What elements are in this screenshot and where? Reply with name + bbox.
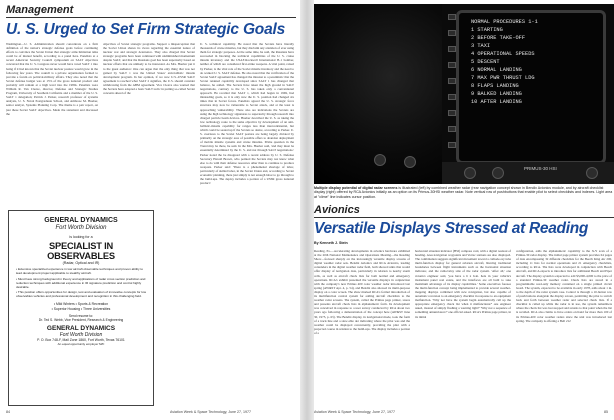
- ad-subtitle: (Radar, Optical and IR): [62, 260, 100, 265]
- pushbutton: [448, 110, 456, 116]
- pushbutton: [448, 30, 456, 36]
- page-gutter: [300, 0, 314, 420]
- pushbutton: [448, 94, 456, 100]
- checklist-line: NORMAL PROCEDURES 1-1: [471, 19, 538, 25]
- article-column-3: U. S. technical capability. He noted that the Soviets have literally thousands of cruise missiles, but they disclaim any attention of ever using them for strategic purposes. At the same time, he said, the Russians have succeeded in blocking the technical capabilities of the U. S. cruise missile inventory and the USAF-Rockwell International B-1 bomber, neither of which are considered first-strike weapons. A vital point, raised by Parker, is the vital role of the Soviet missile inventory and the need to do wanted U. S. SALT defense. He also noted that the verification of the Soviet SALT agreement has changed the mission to a pessimistic that the Soviet retained capability developed since SALT 1 has changed that balance, he added. The Soviets have taken the high ground in SALT negotiations, contrary to the U. S. has taken only a conventional approach. He recalled that SALT 1, which had begun in 1969, had misleading goals, so it is only now the U. S. position had changed six times that in Soviet forces. Panelists agreed the U. S. strategic force structure may now be vulnerable to Soviet attack, and at the least is approaching vulnerability. There also are indications the Soviets are using the high technology signatures to superiority through research into charged particle beam devices. Hueber described the U. S. as taking the low technology route to the same objective by development of an anti-ballistic-missile capability for ranges less than intercontinental, but which could be sealed up if the Soviets so desire, according to Parker. U. S. overtures to the Soviet SALT posture are being largely dictated by primarily on the strategic area of possible offers to abandon deployment of mobile missile systems and cruise missiles. Prime question in the Trend may be there, he said. In the Mrs. Hueber said, 'and they must be essentially determined by the U. S. and not through SALT negotiations.' Parker noted the be disagreed with a recent address by U. S. Defense Secretary Harold Brown, who pointed the Soviets may not know what else to do with their defense resources other than to continue to produce weapons. Parker said: 'There is a phenomenal shortage of labor, particularly of skilled labor, in the Soviet Union and, according to Soviet economic planning, there just simply is not enough labor to go through to the build-ups. The deploy includes a portion of a USSR gross national product.': [200, 42, 294, 186]
- ad-bullet: • This position offers opportunities for design, test and evaluation of innovative concepts for low observables vehicles and professional development and recognition in this challenging field.: [16, 290, 146, 299]
- ad-benefits: [14, 302, 148, 311]
- ad-contact: Dr. Ted S. Webb, Vice President, Research & Engineering: [38, 318, 124, 323]
- article-column-1: Reading, Pa.—Accelerating developments in avionics hardware exhibited at the 20th National Maintenance and Operations Meeting—the Reading Show—focused sharply on the increasingly versatile display screens of digital weather radar sets. Bendix Avionics and RCA Avionics, leading contenders in the digital weather radar field, both showed units that would offer display of navigation data, particularly in relation to nearby storm cells, as well as aircraft check lists for both normal and emergency operations. RCA's exhibit presented the versatile displays in conjunction with the company's new Primus 400 color weather radar introduced last spring (AW&ST Apr. 4, p. 54), and Bendix also showed its multi-purpose display on a color screen. The show marked RCA's formal introduction of its multifunction control system for adding aircraft checklists to the weather radar screens. The system, called the Primus page printer, stores and presents aircraft check lists in alphanumeric form. Its development was conceived in response to a user survey conducted by RCA about two years ago following a demonstration of the concept here (AW&ST June 30, 1975, p. 63). The Bendix display, in navigational mode, took the form of a track line and a slew-able dot indicating where the pilot was and the weather could be displayed concurrently, providing the pilot with a projected course in relation to the build-ups. The display includes a portion of a: [314, 249, 410, 335]
- section-rule: [314, 217, 614, 218]
- checklist-line: 1 STARTING: [471, 27, 503, 33]
- headline: Versatile Displays Stressed at Reading: [314, 220, 589, 237]
- section-label: Management: [6, 4, 74, 16]
- pushbutton: [448, 142, 456, 148]
- ad-division: Fort Worth Division: [55, 225, 107, 231]
- checklist-line: 5 DESCENT: [471, 59, 500, 65]
- headline: U. S. Urged to Set Firm Strategic Goals: [6, 21, 286, 38]
- ad-company: GENERAL DYNAMICS: [44, 217, 118, 224]
- pushbutton: [448, 126, 456, 132]
- checklist-line: 9 BALKED LANDING: [471, 91, 522, 97]
- article-column-1: Washington—U. S. Administration should concentrate on a firm definition of the nation's strategic defense goals before continuing efforts to convince the Soviet Union that strategic arms limitation talks could be of mutual benefit, according to a panel here. Panelists at a recent American Security Council symposium on SALT objectives concurred that the U. S. Congress never would have voted SALT 1 into being if it had known that the Soviet nuclear posture would grow in the following few years. The council is a private organization formed to provide a forum on political-military affairs. They also noted that the Soviet defense budget was at 15% of the gross national product and probably will remain at a high level into the 1980s. Panelists were William R. Van Cleave, director, Defense and Strategic Studies Program, University of Southern California and a member of the U. S. SALT 1 delegation; Patrick J. Parker, research professor of systems analysis, U. S. Naval Postgraduate School, and Ambrose M. Hueber, senior analyst, Systems Planning Corp. The theme is a pair report, on just these Soviet SALT objectives. Made the statement and discussed the: [6, 42, 98, 116]
- right-page: [314, 0, 614, 420]
- pushbutton: [448, 62, 456, 68]
- caption-text: is illustrated (left) by combined weather radar (rear navigation concept shown in Bendix Avionics module, and by aircraft checklist display (right) offered by RCA Avionics initially as an option on its Primus-30HSI weather radar. Note vertical row of pushbuttons that enable pilot to select checklists and indexes. Light area at "clime" line indicates cursor position.: [314, 186, 613, 199]
- checklist-line: 10 AFTER LANDING: [471, 99, 522, 105]
- knob-icon: [404, 156, 416, 168]
- caption-lead: Multiple display potential of digital radar screens: [314, 186, 398, 190]
- checklist-line: 8 FLAPS LANDING: [471, 83, 519, 89]
- ad-bullet: • Must have strong background in theory and applications of radar cross section prediction and reduction techniques with additional experience in IR signature prediction and control highly desirable.: [16, 276, 146, 289]
- pushbutton: [448, 14, 456, 20]
- article-column-3: configuration, adds the alphanumeric capability to the X-Y scan of a Primus-30 radar display. The initial page printer system provides 64 pages of data encompassing 32 different checklists for the Beech King Air 200, including 11 lists for normal operations and 21 emergency checklists, according to RCA. The lists were developed in conjunction with Beech Aircraft, and RCA expects to introduce lists for additional Beech and Piper aircraft. The display system is expected to add $3,000-4,000 to the price of a standard Primus-30 weather radar. Check lists are stored in a programmable read-only memory contained on a single printed circuit board. The system, expected to be available in early 1978, adds about 1 in. to the depth of the radar system case. Control is through a 10-button row of push buttons alongside the display screen, permitting the pilot to switch back and forth between weather radar and selected check lists. If a checklist is called up while the radar is in use, the system remembers where the check list was last stopped and returns to that point when the list is recalled. RCA also claims to have orders on hand for more than 100 of its Primus-400 color weather radars since the unit was introduced last spring. The company is offering a Bell 212: [516, 249, 612, 323]
- article-column-2: horizontal situation indicator (HSI) compass card, with a digital readout of heading. Area navigation waypoints and Vortac stations are also displayed. The combination suggests significant movement toward a cathode-ray tube multi-function display for general aviation aircraft, blurring traditional boundaries between flight instruments such as the horizontal situation indicator, and the radio/relay side of the radar system. 'After all,' one avionics engineer said, 'you have a 6 x 6-in. hole in your vehicle's instrument panel real estate, and the interfaces are all built to take maximum advantage of its display capabilities.' Some executives foresee the multi-function concept being implemented to provide several weather-mapping displays combined with new navigation, but also capable of automatic reversion to an emergency checklist in response to an equipment malfunction. 'Why not have the system begin automatically call up the appropriate emergency check list when it malfunctions?' one engineer asked, instead of simply flashing a warning light?' 'Why not a sequence of something annunciators?' one official asked. RCA's Primus page printer, in its initial: [415, 249, 511, 319]
- ad-company-footer: GENERAL DYNAMICS: [46, 325, 116, 333]
- checklist-line: 6 NORMAL LANDING: [471, 67, 522, 73]
- page-number: 84: [6, 410, 10, 414]
- ad-eoe-notice: An equal opportunity employer M/F: [57, 341, 105, 346]
- radar-screen: [456, 10, 606, 164]
- ad-benefit: • Superior Housing • Three Universities: [51, 306, 111, 311]
- photo-caption: [314, 186, 614, 199]
- knob-icon: [492, 167, 504, 179]
- ad-requirements: [16, 268, 146, 299]
- ad-title: SPECIALIST IN OBSERVABLES: [47, 240, 115, 261]
- page-number: 85: [604, 410, 608, 414]
- ad-benefit: • Mild Winters • Sports & Recreation: [53, 302, 109, 307]
- checklist-line: 2 BEFORE TAKE-OFF: [471, 35, 526, 41]
- pushbutton: [448, 78, 456, 84]
- radar-model-label: PRIMUS-30 HSI: [524, 166, 557, 171]
- checklist-line: 7 MAX PWR THRUST LDG: [471, 75, 535, 81]
- article-column-2: objectives of Soviet strategic programs. Support a misperception that the Soviet Union shares its views regarding the essential nature of nuclear war and strategic deterrence. They also charged that Soviet strategic programs have been continued with undiminished momentum despite SALT, and that the Russians goal has been superiority based on nuclear efforts that are unlikely to be interested. As Mrs. Hueber put it to the guest audience: One can argue that the only thing that was not gained by SALT 1 was the United States' anti-ballistic missile development program. In her opinion, if we now U.S.-USSR SALT agreement is reached what SALT 2 signifies, the U.S. should consider withdrawing from the ABM agreement. Vice Cleave also warned that the Soviets have adopted a basic SALT tactic in putting so-called Soviet concerns ahead of the: [103, 42, 195, 96]
- ad-address: P. O. Box 748-F, Mail Zone 1860, Fort Worth, Texas 76101: [37, 338, 125, 343]
- ad-division-footer: Fort Worth Division: [59, 332, 103, 339]
- knob-icon: [374, 154, 386, 166]
- knob-icon: [586, 167, 598, 179]
- radar-display-photo: [314, 4, 614, 184]
- footer-magazine: Aviation Week & Space Technology, June 27, 1977: [314, 410, 396, 414]
- checklist-line: 3 TAXI: [471, 43, 491, 49]
- recruitment-ad: [8, 210, 154, 406]
- knob-icon: [464, 167, 476, 179]
- left-page: [0, 0, 300, 420]
- section-rule: [6, 17, 296, 18]
- ad-intro: is looking for a: [69, 235, 93, 239]
- checklist-line: 4 OPERATIONAL SPEEDS: [471, 51, 535, 57]
- section-label: Avionics: [314, 204, 360, 216]
- pushbutton: [448, 46, 456, 52]
- ad-send-resume: Send resume to:: [68, 314, 94, 319]
- ad-bullet: • Extensive specialized experience in low aircraft observable techniques and proven ability to lead development project applicable to stealthy aircraft.: [16, 266, 143, 275]
- byline: By Kenneth J. Stein: [314, 241, 348, 245]
- footer-magazine: Aviation Week & Space Technology, June 27, 1977: [170, 410, 252, 414]
